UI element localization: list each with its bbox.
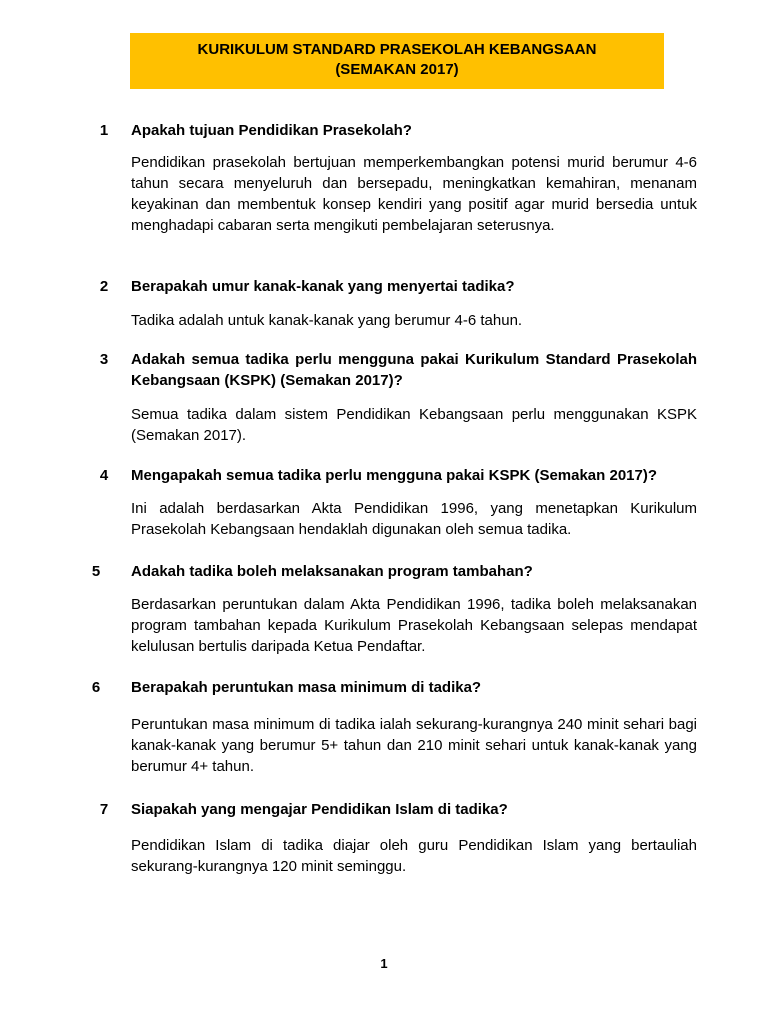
faq-number: 5 — [91, 563, 101, 580]
faq-question: Adakah semua tadika perlu mengguna pakai Kurikulum Standard Prasekolah Kebangsaan (KSPK) (Semakan 2017)? — [131, 351, 697, 389]
faq-number: 2 — [99, 278, 109, 295]
faq-answer: Pendidikan Islam di tadika diajar oleh guru Pendidikan Islam yang bertauliah sekurang-kurangnya 120 minit seminggu. — [131, 837, 697, 875]
faq-number: 7 — [99, 801, 109, 818]
faq-question: Berapakah umur kanak-kanak yang menyertai tadika? — [131, 278, 515, 295]
document-title-banner — [130, 33, 664, 89]
faq-answer: Peruntukan masa minimum di tadika ialah sekurang-kurangnya 240 minit sehari bagi kanak-kanak yang berumur 5+ tahun dan 210 minit sehari untuk kanak-kanak yang berumur 4+ tahun. — [131, 716, 697, 775]
faq-answer: Ini adalah berdasarkan Akta Pendidikan 1996, yang menetapkan Kurikulum Prasekolah Kebangsaan hendaklah digunakan oleh semua tadika. — [131, 500, 697, 538]
faq-answer: Tadika adalah untuk kanak-kanak yang berumur 4-6 tahun. — [131, 312, 523, 329]
faq-answer: Berdasarkan peruntukan dalam Akta Pendidikan 1996, tadika boleh melaksanakan program tambahan kepada Kurikulum Prasekolah Kebangsaan selepas mendapat kelulusan bertulis daripada Ketua Pendaftar. — [131, 596, 697, 655]
document-title-line1: KURIKULUM STANDARD PRASEKOLAH KEBANGSAAN — [197, 41, 597, 58]
faq-number: 4 — [99, 467, 109, 484]
faq-question: Apakah tujuan Pendidikan Prasekolah? — [131, 122, 412, 139]
faq-number: 1 — [99, 122, 109, 139]
faq-number: 6 — [91, 679, 101, 696]
page-number: 1 — [380, 956, 388, 971]
faq-question: Siapakah yang mengajar Pendidikan Islam di tadika? — [131, 801, 508, 818]
document-title-line2: (SEMAKAN 2017) — [335, 61, 459, 78]
faq-question: Berapakah peruntukan masa minimum di tadika? — [131, 679, 482, 696]
faq-question: Adakah tadika boleh melaksanakan program tambahan? — [131, 563, 533, 580]
faq-answer: Semua tadika dalam sistem Pendidikan Kebangsaan perlu menggunakan KSPK (Semakan 2017). — [131, 406, 697, 444]
faq-number: 3 — [99, 351, 109, 368]
faq-question: Mengapakah semua tadika perlu mengguna pakai KSPK (Semakan 2017)? — [131, 467, 658, 484]
faq-answer: Pendidikan prasekolah bertujuan memperkembangkan potensi murid berumur 4-6 tahun secara menyeluruh dan bersepadu, meningkatkan kemahiran, menanam keyakinan dan membentuk konsep kendiri yang positif agar murid bersedia untuk menghadapi cabaran serta mengikuti pembelajaran seterusnya. — [131, 154, 697, 234]
